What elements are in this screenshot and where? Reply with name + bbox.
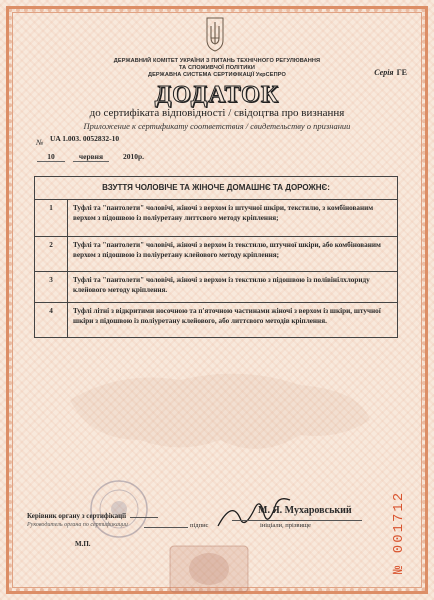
org-line-3: ДЕРЖАВНА СИСТЕМА СЕРТИФІКАЦІЇ УкрСЕПРО [148, 72, 286, 78]
map-watermark [60, 360, 380, 470]
products-table [34, 176, 398, 338]
certificate-date [37, 152, 144, 162]
series-label [374, 68, 407, 77]
row-text: Туфлі та "пантолети" чоловічі, жіночі з верхом із текстилю, штучної шкіри, або комбінованим верхом з підошвою із поліуретану клейового методу кріплення; [68, 236, 398, 271]
stamp-place-label: М.П. [75, 540, 91, 548]
table-row [35, 236, 398, 271]
table-heading: ВЗУТТЯ ЧОЛОВІЧЕ ТА ЖІНОЧЕ ДОМАШНЄ ТА ДОРОЖНЄ: [35, 177, 398, 200]
row-number: 2 [35, 236, 68, 271]
series-value: ГЕ [396, 68, 407, 77]
sign-label: підпис [190, 522, 209, 529]
table-row [35, 199, 398, 236]
document-title: ДОДАТОК [154, 82, 280, 108]
head-label [27, 512, 158, 520]
hologram-stamp-icon [150, 540, 268, 595]
row-text: Туфлі та "пантолети" чоловічі, жіночі з верхом із текстилю з підошвою із полівінілхлориду клейового методу кріплення. [68, 271, 398, 302]
certificate-number: UA 1.003. 0052832-10 [50, 134, 120, 143]
serial-number [376, 452, 416, 582]
number-sign: № [36, 138, 44, 147]
signature-line [144, 527, 188, 528]
org-line-2: ТА СПОЖИВЧОЇ ПОЛІТИКИ [179, 65, 255, 71]
name-line [232, 520, 362, 521]
row-number: 3 [35, 271, 68, 302]
serial-number-text: № 001712 [391, 490, 407, 574]
series-label-text: Серія [374, 68, 394, 77]
date-day: 10 [37, 152, 65, 162]
row-text: Туфлі та "пантолети" чоловічі, жіночі з верхом із штучної шкіри, текстилю, з комбінованим верхом з підошвою із поліуретану литтєвого методу кріплення; [68, 199, 398, 236]
table-row [35, 302, 398, 337]
table-heading-row [35, 177, 398, 200]
document-subtitle: до сертифіката відповідності / свідоцтва про визнання [89, 107, 345, 119]
document-subtitle-ru: Приложение к сертификату соответствия / свидетельству о признании [83, 121, 351, 131]
stamp-seal-icon [88, 478, 150, 540]
date-year: 2010р. [123, 152, 145, 161]
row-text: Туфлі літні з відкритими носочною та п'яточною частинами жіночі з верхом із шкіри, штучної шкіри з підошвою із поліуретану клейового, або литтєвого методів кріплення. [68, 302, 398, 337]
org-line-1: ДЕРЖАВНИЙ КОМІТЕТ УКРАЇНИ З ПИТАНЬ ТЕХНІЧНОГО РЕГУЛЮВАННЯ [113, 58, 321, 64]
row-number: 1 [35, 199, 68, 236]
table-row [35, 271, 398, 302]
head-label-text: Керівник органу з сертифікації [27, 512, 127, 520]
row-number: 4 [35, 302, 68, 337]
date-month: червня [73, 152, 109, 162]
signee-name: М. Я. Мухаровський [258, 505, 352, 516]
initials-label: ініціали, прізвище [260, 522, 311, 529]
head-label-ru: Руководитель органа по сертификации [27, 522, 128, 528]
trident-emblem-icon [204, 16, 226, 52]
